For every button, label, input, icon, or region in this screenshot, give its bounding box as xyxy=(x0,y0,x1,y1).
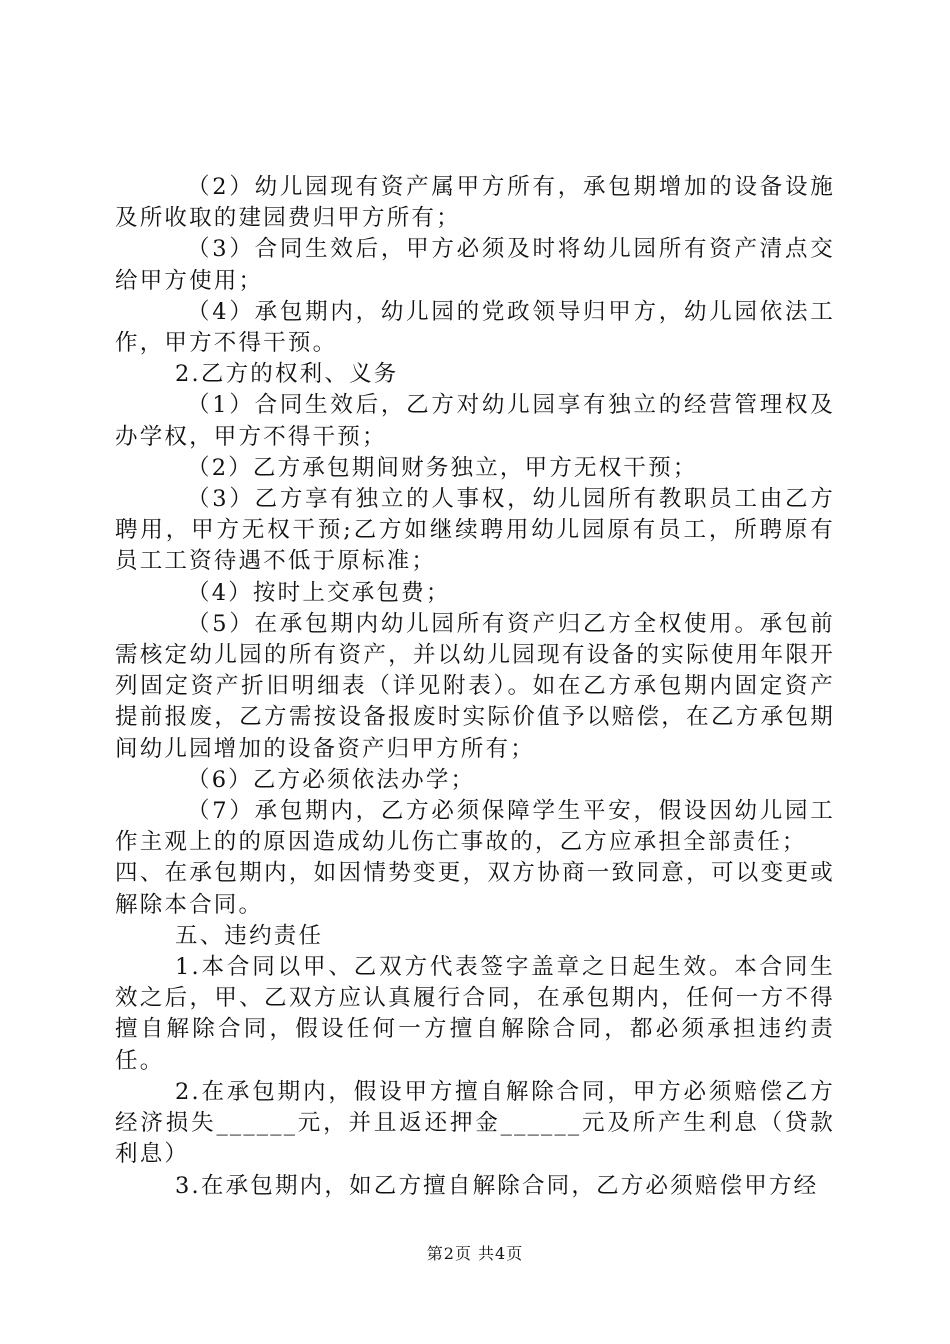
paragraph: （7）承包期内，乙方必须保障学生平安，假设因幼儿园工作主观上的的原因造成幼儿伤亡事故的，乙方应承担全部责任； xyxy=(115,798,835,856)
paragraph: 1.本合同以甲、乙双方代表签字盖章之日起生效。本合同生效之后，甲、乙双方应认真履行合同，在承包期内，任何一方不得擅自解除合同，假设任何一方擅自解除合同，都必须承担违约责任。 xyxy=(115,954,835,1074)
paragraph: （6）乙方必须依法办学； xyxy=(187,766,476,793)
paragraph: （3）合同生效后，甲方必须及时将幼儿园所有资产清点交给甲方使用； xyxy=(115,236,835,294)
document-body xyxy=(115,172,835,1202)
paragraph: （2）乙方承包期间财务独立，甲方无权干预； xyxy=(187,454,698,481)
paragraph: 2.乙方的权利、义务 xyxy=(175,361,399,388)
paragraph: 2.在承包期内，假设甲方擅自解除合同，甲方必须赔偿乙方经济损失______元，并且返还押金______元及所产生利息（贷款利息） xyxy=(115,1078,835,1168)
page-footer: 第2页 共4页 xyxy=(426,1244,524,1263)
paragraph: （4）按时上交承包费； xyxy=(187,579,451,606)
paragraph: 四、在承包期内，如因情势变更，双方协商一致同意，可以变更或解除本合同。 xyxy=(115,860,835,918)
paragraph: （3）乙方享有独立的人事权，幼儿园所有教职员工由乙方聘用，甲方无权干预;乙方如继续聘用幼儿园原有员工，所聘原有员工工资待遇不低于原标准； xyxy=(115,486,835,575)
paragraph: （4）承包期内，幼儿园的党政领导归甲方，幼儿园依法工作，甲方不得干预。 xyxy=(115,298,835,357)
paragraph: （2）幼儿园现有资产属甲方所有，承包期增加的设备设施及所收取的建园费归甲方所有； xyxy=(115,174,835,232)
paragraph: （5）在承包期内幼儿园所有资产归乙方全权使用。承包前需核定幼儿园的所有资产，并以幼儿园现有设备的实际使用年限开列固定资产折旧明细表（详见附表）。如在乙方承包期内固定资产提前报废，乙方需按设备报废时实际价值予以赔偿，在乙方承包期间幼儿园增加的设备资产归甲方所有； xyxy=(115,610,835,762)
paragraph: 五、违约责任 xyxy=(175,922,324,949)
paragraph: （1）合同生效后，乙方对幼儿园享有独立的经营管理权及办学权，甲方不得干预； xyxy=(115,392,835,450)
paragraph: 3.在承包期内，如乙方擅自解除合同，乙方必须赔偿甲方经 xyxy=(175,1172,819,1199)
